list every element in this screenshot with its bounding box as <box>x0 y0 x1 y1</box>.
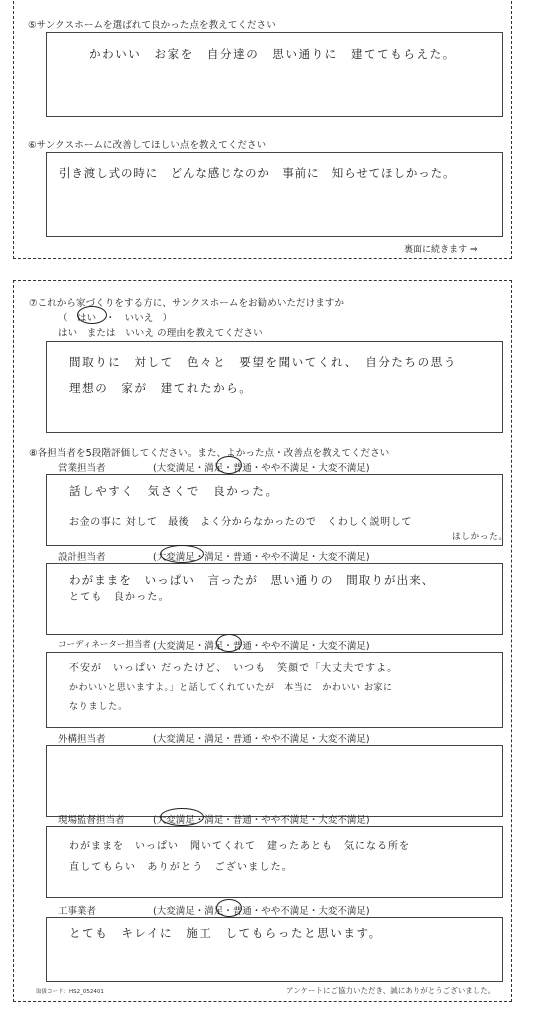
rating-option[interactable]: (大変満足 <box>153 463 195 474</box>
continue-note: 裏面に続きます ⇒ <box>404 245 478 255</box>
question-7-reason-label: はい または いいえ の理由を教えてください <box>58 328 263 339</box>
rating-scale-site-supervisor: (大変満足・満足・普通・やや不満足・大変不満足) <box>153 815 370 826</box>
rating-option[interactable]: (大変満足 <box>153 815 195 826</box>
role-label-site-supervisor: 現場監督担当者 <box>58 815 125 826</box>
rating-option[interactable]: 大変不満足) <box>318 463 370 474</box>
question-7-answer-line: 間取りに 対して 色々と 要望を聞いてくれ、 自分たちの思う <box>69 355 457 369</box>
rating-option[interactable]: やや不満足 <box>261 734 309 745</box>
design-answer-line: わがままを いっぱい 言ったが 思い通りの 間取りが出来、 <box>69 573 435 587</box>
question-7-label: ⑦これから家づくりをする方に、サンクスホームをお勧めいただけますか <box>29 298 345 309</box>
question-6-answer: 引き渡し式の時に どんな感じなのか 事前に 知らせてほしかった。 <box>59 166 456 180</box>
rating-option[interactable]: 普通 <box>232 815 252 826</box>
site-supervisor-answer-line: わがままを いっぱい 聞いてくれて 建ったあとも 気になる所を <box>69 841 410 852</box>
selected-circle-mark <box>77 306 107 324</box>
rating-scale-exterior: (大変満足・満足・普通・やや不満足・大変不満足) <box>153 734 370 745</box>
exterior-answer-box <box>46 745 503 817</box>
survey-sheet-back <box>13 280 512 1002</box>
rating-option[interactable]: やや不満足 <box>261 906 309 917</box>
coordinator-answer-line: なりました。 <box>69 702 128 712</box>
rating-option[interactable]: 満足 <box>204 906 224 917</box>
site-supervisor-answer-box <box>46 826 503 898</box>
contractor-answer-box <box>46 917 503 982</box>
selected-circle-mark <box>160 545 204 563</box>
coordinator-answer-line: 不安が いっぱい だったけど、 いつも 笑顔で「大丈夫ですよ。 <box>69 663 399 674</box>
footer-code: 取扱コード：HS2_052401 <box>36 989 104 995</box>
rating-option[interactable]: 大変不満足) <box>318 815 370 826</box>
rating-option[interactable]: (大変満足 <box>153 906 195 917</box>
rating-scale-contractor: (大変満足・満足・普通・やや不満足・大変不満足) <box>153 906 370 917</box>
question-5-answer: かわいい お家を 自分達の 思い通りに 建ててもらえた。 <box>89 47 456 61</box>
question-5-label: ⑤サンクスホームを選ばれて良かった点を教えてください <box>28 20 276 31</box>
rating-option[interactable]: 大変不満足) <box>318 641 370 652</box>
design-answer-line: とても 良かった。 <box>69 592 170 603</box>
site-supervisor-answer-line: 直してもらい ありがとう ございました。 <box>69 862 293 873</box>
survey-sheet-front <box>13 0 512 259</box>
rating-scale-coordinator: (大変満足・満足・普通・やや不満足・大変不満足) <box>153 641 370 652</box>
rating-scale-sales: (大変満足・満足・普通・やや不満足・大変不満足) <box>153 463 370 474</box>
rating-option[interactable]: やや不満足 <box>261 463 309 474</box>
rating-option[interactable]: 満足 <box>204 641 224 652</box>
role-label-exterior: 外構担当者 <box>58 734 106 745</box>
choice-no[interactable]: いいえ <box>124 313 154 324</box>
contractor-answer-line: とても キレイに 施工 してもらったと思います。 <box>69 926 382 940</box>
sales-answer-box <box>46 474 508 546</box>
role-label-sales: 営業担当者 <box>58 463 106 474</box>
rating-option[interactable]: 普通 <box>232 734 252 745</box>
rating-option[interactable]: 大変不満足) <box>318 734 370 745</box>
rating-option[interactable]: 大変不満足) <box>318 906 370 917</box>
rating-option[interactable]: 満足 <box>204 552 224 563</box>
rating-option[interactable]: 普通 <box>232 552 252 563</box>
selected-circle-mark <box>216 456 242 474</box>
sales-answer-line: 話しやすく 気さくで 良かった。 <box>69 484 279 498</box>
question-8-label: ⑧各担当者を5段階評価してください。また、よかった点・改善点を教えてください <box>29 448 390 459</box>
footer-thanks: アンケートにご協力いただき、誠にありがとうございました。 <box>286 986 496 995</box>
rating-option[interactable]: やや不満足 <box>261 552 309 563</box>
rating-option[interactable]: やや不満足 <box>261 815 309 826</box>
choice-yes[interactable]: はい <box>76 313 97 324</box>
question-6-answer-box <box>46 152 503 237</box>
rating-option[interactable]: 普通 <box>232 463 252 474</box>
coordinator-answer-line: かわいいと思いますよ。」と話してくれていたが 本当に かわいい お家に <box>69 683 393 693</box>
selected-circle-mark <box>160 808 204 826</box>
rating-option[interactable]: 普通 <box>232 641 252 652</box>
rating-option[interactable]: 大変不満足) <box>318 552 370 563</box>
rating-option[interactable]: 満足 <box>204 463 224 474</box>
rating-option[interactable]: 普通 <box>232 906 252 917</box>
design-answer-box <box>46 563 503 635</box>
rating-option[interactable]: 満足 <box>204 734 224 745</box>
selected-circle-mark <box>216 634 242 652</box>
role-label-contractor: 工事業者 <box>58 906 97 917</box>
rating-option[interactable]: やや不満足 <box>261 641 309 652</box>
question-7-choices <box>58 310 172 324</box>
selected-circle-mark <box>216 899 242 917</box>
question-6-label: ⑥サンクスホームに改善してほしい点を教えてください <box>28 140 267 151</box>
rating-option[interactable]: (大変満足 <box>153 641 195 652</box>
role-label-design: 設計担当者 <box>58 552 106 563</box>
question-5-answer-box <box>46 32 503 117</box>
choice-close-paren: ） <box>162 313 173 324</box>
sales-answer-note: ほしかった。 <box>452 532 508 542</box>
rating-option[interactable]: 満足 <box>204 815 224 826</box>
question-7-answer-line: 理想の 家が 建てれたから。 <box>69 381 253 395</box>
coordinator-answer-box <box>46 652 503 728</box>
choice-open-paren: （ <box>58 313 68 324</box>
question-7-answer-box <box>46 341 503 433</box>
sales-answer-line: お金の事に 対して 最後 よく分からなかったので くわしく説明して <box>69 517 412 528</box>
rating-scale-design: (大変満足・満足・普通・やや不満足・大変不満足) <box>153 552 370 563</box>
choice-separator: ・ <box>105 313 116 324</box>
rating-option[interactable]: (大変満足 <box>153 734 195 745</box>
role-label-coordinator: コーディネーター担当者 <box>58 640 151 650</box>
rating-option[interactable]: (大変満足 <box>153 552 195 563</box>
